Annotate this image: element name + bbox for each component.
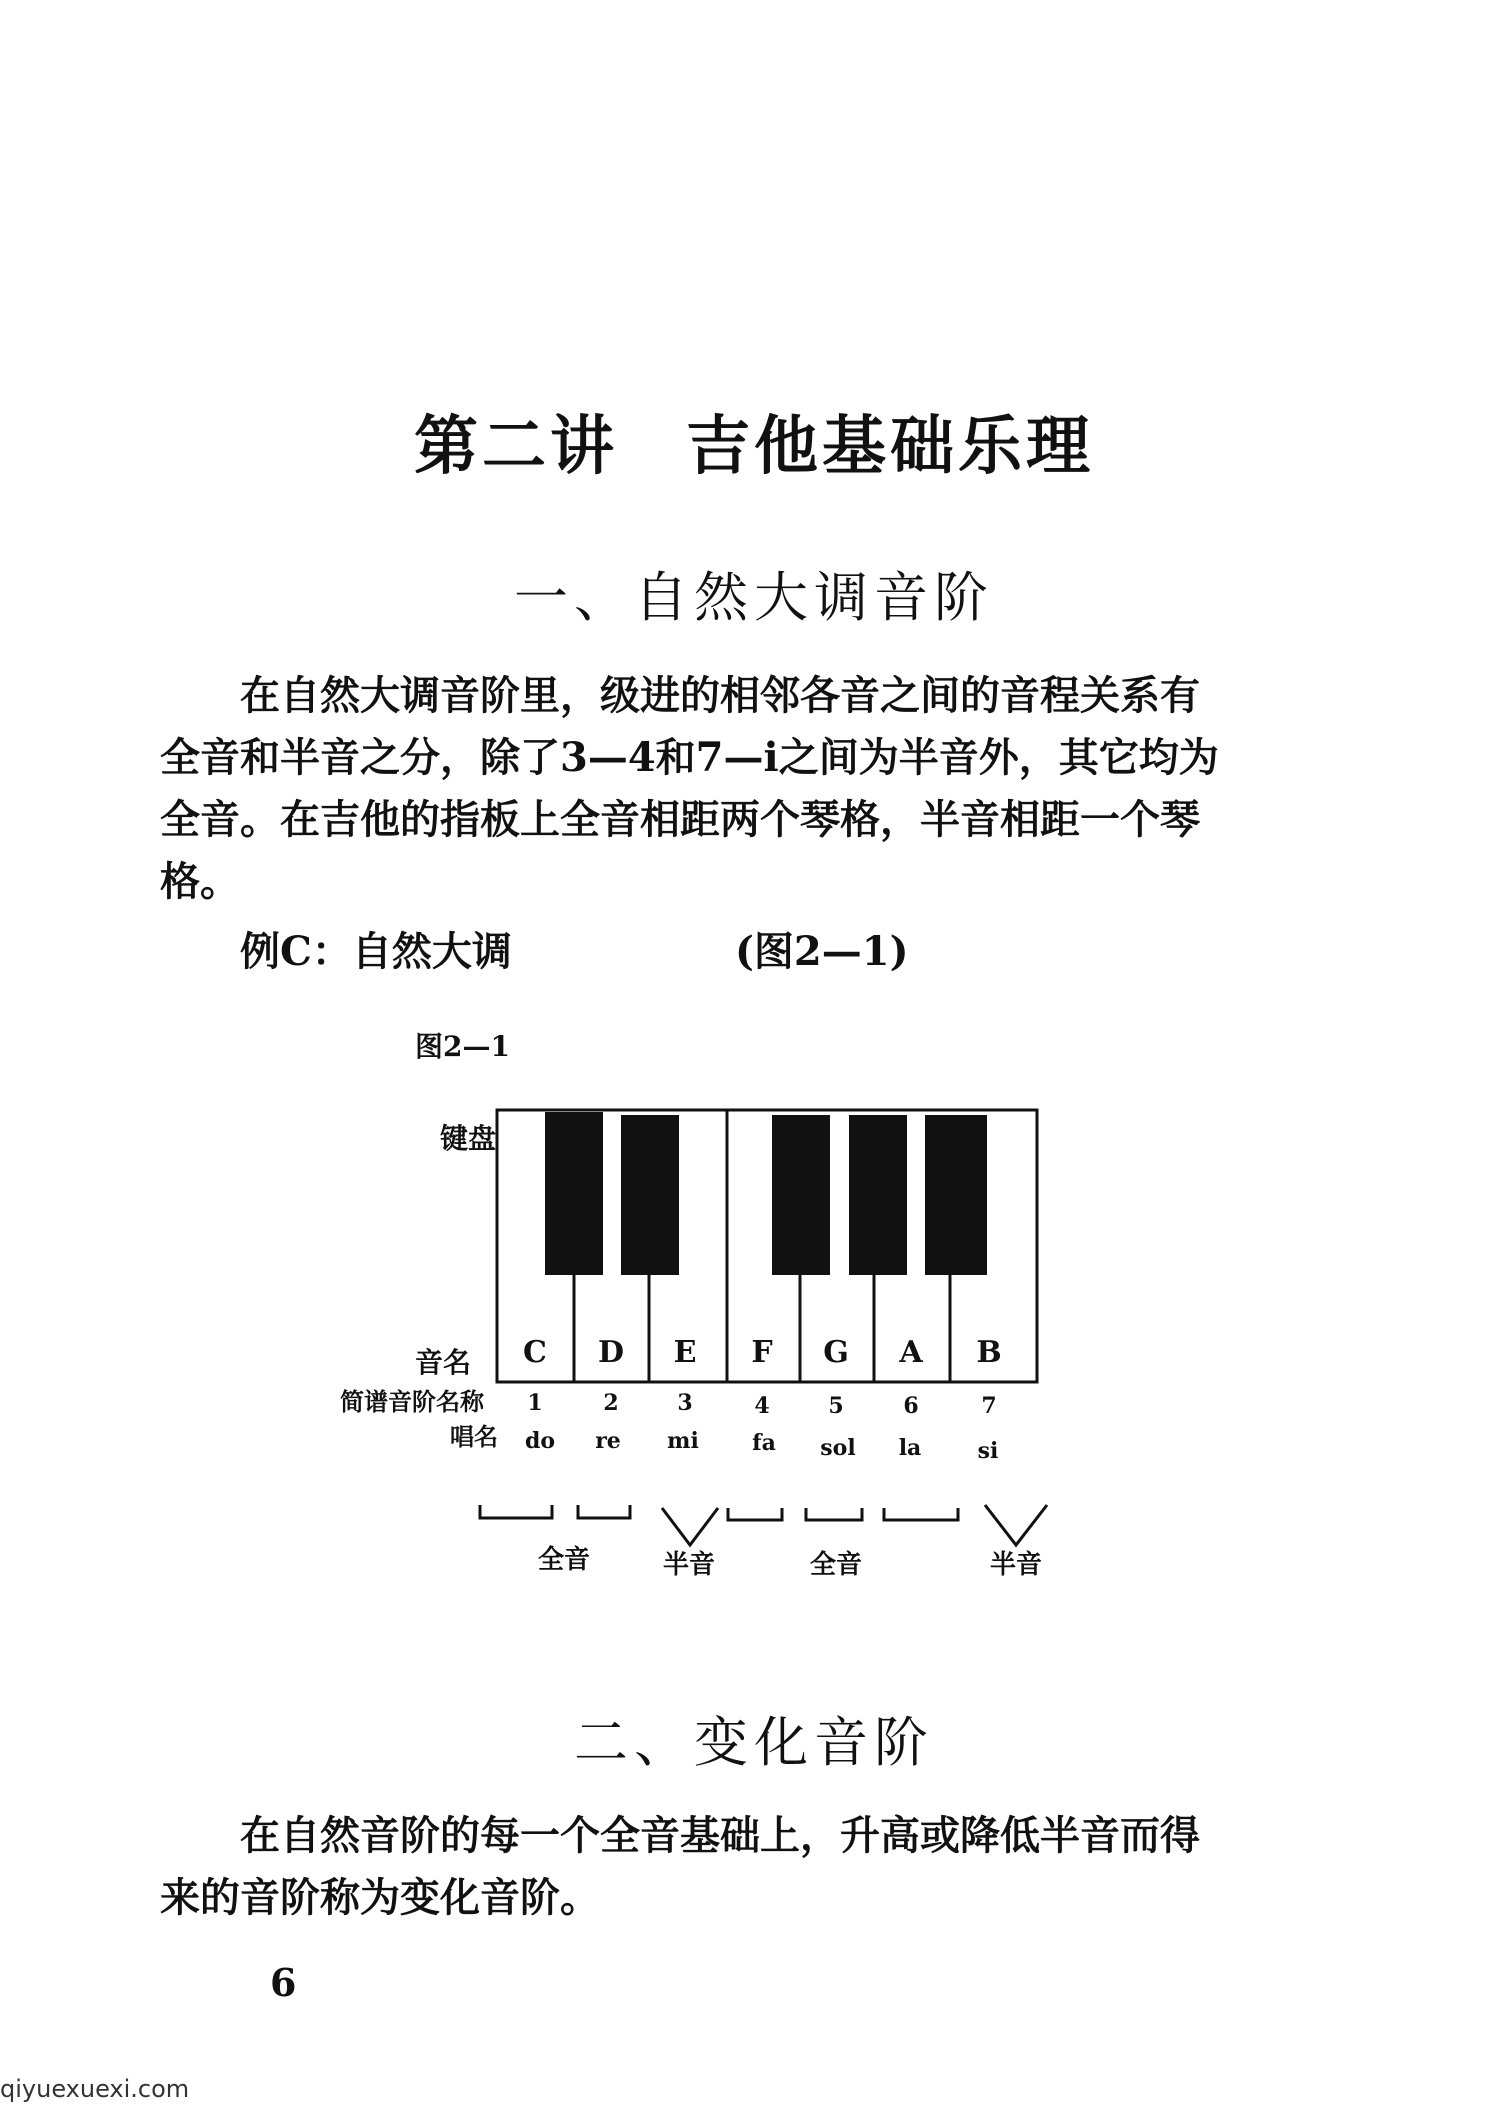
- paragraph-line: 在自然大调音阶里，级进的相邻各音之间的音程关系有: [240, 672, 1200, 719]
- whole-tone-bracket: [884, 1508, 958, 1520]
- black-key: [621, 1115, 679, 1275]
- note-name: D: [597, 1335, 625, 1370]
- interval-label: 半音: [990, 1550, 1043, 1580]
- section-1-title: 一、自然大调音阶: [514, 566, 994, 629]
- example-label: 例C：自然大调: [240, 928, 512, 975]
- black-key: [772, 1115, 830, 1275]
- section-2-title: 二、变化音阶: [574, 1711, 934, 1774]
- interval-label: 全音: [810, 1550, 863, 1580]
- note-number: 1: [527, 1390, 543, 1416]
- note-name: B: [976, 1335, 1002, 1370]
- note-number: 5: [828, 1393, 844, 1419]
- page-number: 6: [270, 1960, 297, 2005]
- note-number: 2: [603, 1390, 619, 1416]
- note-number: 6: [903, 1393, 919, 1419]
- solfege-syllable: fa: [752, 1430, 776, 1456]
- semitone-mark: [985, 1505, 1047, 1545]
- section-2-paragraph: [160, 1805, 1280, 1929]
- chapter-title: 第二讲 吉他基础乐理: [414, 409, 1094, 484]
- whole-tone-bracket: [728, 1508, 782, 1520]
- solfege-label: 唱名: [450, 1422, 498, 1451]
- solfege-syllable: re: [595, 1428, 621, 1454]
- figure-label: 图2—1: [415, 1030, 510, 1063]
- paragraph-line: 全音。在吉他的指板上全音相距两个琴格，半音相距一个琴: [160, 796, 1200, 843]
- note-number: 4: [754, 1393, 770, 1419]
- note-name: F: [751, 1335, 773, 1370]
- black-key: [849, 1115, 907, 1275]
- note-name: C: [523, 1335, 547, 1370]
- solfege-syllable: la: [898, 1435, 922, 1461]
- paragraph-line: 全音和半音之分，除了3—4和7—i之间为半音外，其它均为: [160, 734, 1219, 781]
- keyboard-label: 键盘: [440, 1122, 497, 1155]
- note-name: A: [899, 1335, 923, 1370]
- numbered-notation-label: 简谱音阶名称: [340, 1387, 484, 1416]
- interval-label: 全音: [538, 1545, 591, 1575]
- paragraph-line: 格。: [160, 858, 240, 905]
- whole-tone-bracket: [578, 1505, 630, 1518]
- semitone-mark: [662, 1508, 718, 1545]
- note-number: 7: [981, 1393, 997, 1419]
- solfege-syllable: sol: [820, 1435, 856, 1461]
- interval-label: 半音: [663, 1550, 716, 1580]
- whole-tone-bracket: [480, 1505, 552, 1518]
- note-name-label: 音名: [415, 1346, 472, 1379]
- solfege-syllable: mi: [667, 1428, 699, 1454]
- solfege-syllable: do: [524, 1428, 556, 1454]
- black-key: [925, 1115, 987, 1275]
- note-name: G: [823, 1335, 849, 1370]
- paragraph-line: 在自然音阶的每一个全音基础上，升高或降低半音而得: [240, 1812, 1200, 1859]
- black-key: [545, 1112, 603, 1275]
- paragraph-line: 来的音阶称为变化音阶。: [160, 1874, 600, 1921]
- note-name: E: [673, 1335, 697, 1370]
- example-figure-reference: (图2—1): [735, 928, 909, 975]
- whole-tone-bracket: [806, 1508, 862, 1520]
- watermark: qiyuexuexi.com: [0, 2075, 190, 2103]
- note-number: 3: [677, 1390, 693, 1416]
- solfege-syllable: si: [977, 1438, 999, 1464]
